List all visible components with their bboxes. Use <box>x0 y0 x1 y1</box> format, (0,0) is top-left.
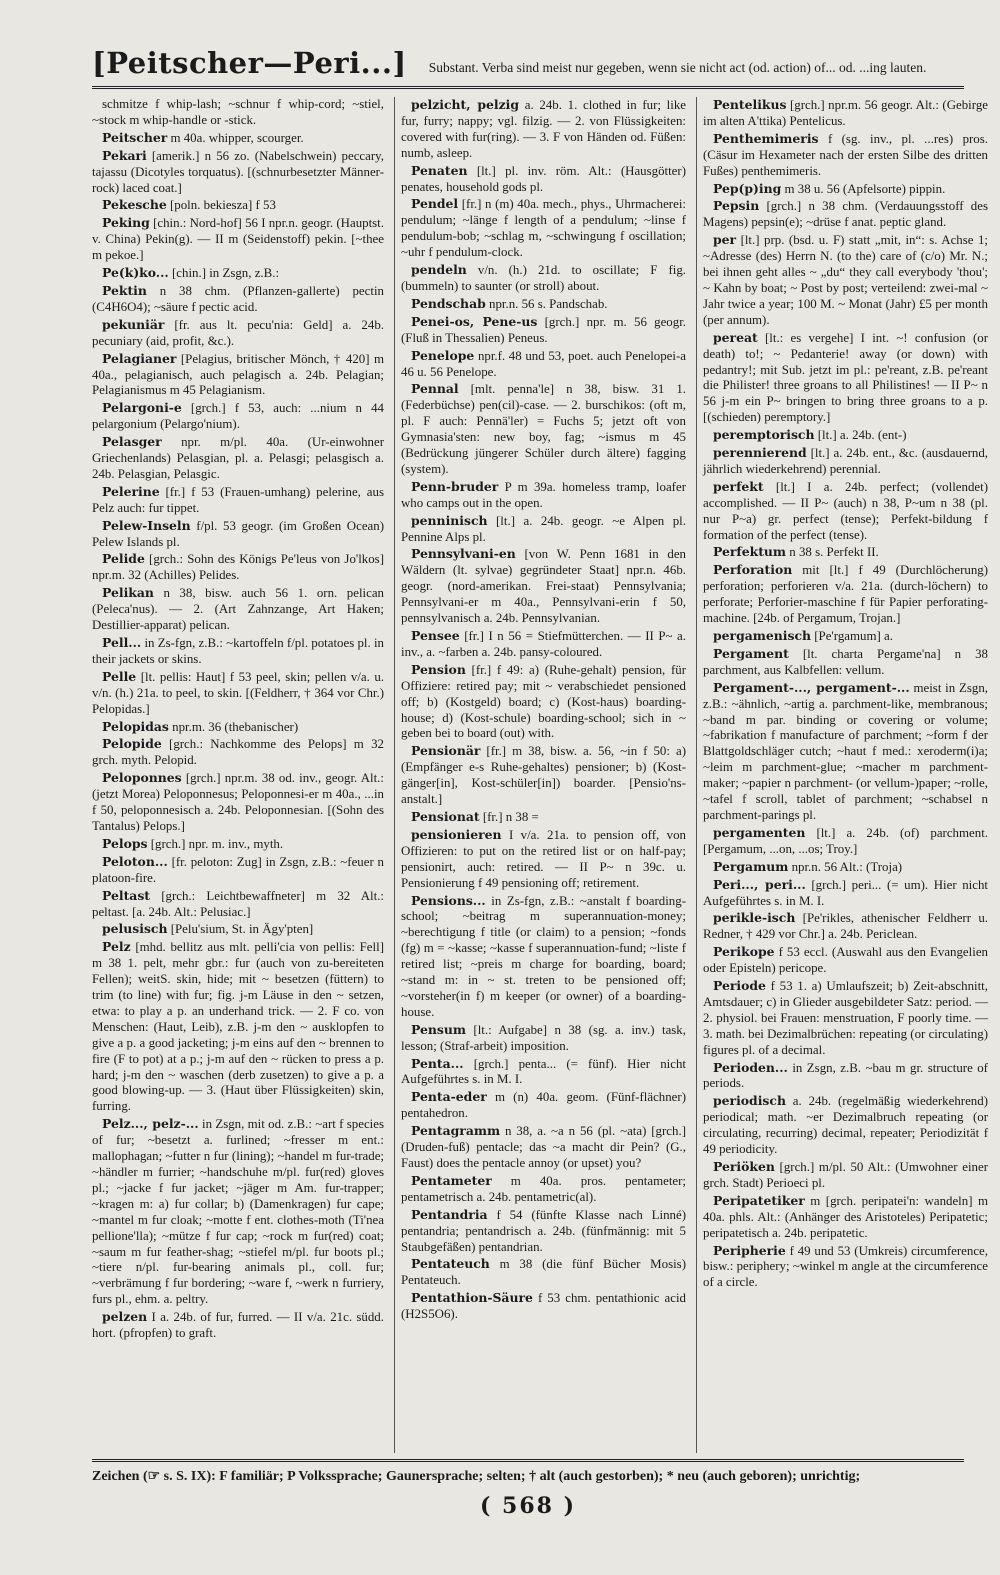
entry-headword: Pelz..., pelz-... <box>102 1116 199 1132</box>
entry-headword: Pergamum <box>713 858 789 874</box>
columns <box>92 97 988 1453</box>
entry-text: in Zs-fgn, z.B.: ~anstalt f boarding-school; ~beitrag m superannuation-money; ~berechtigung f title (or claim) to a pension; ~fonds (fg) m = ~kasse; ~kasse f superannuation-fund; ~liste f retired list; ~preis m charge for boarding, board; ~stand m: in ~ st. treten to be pensioned off; ~vorsteher(in f) m keeper (or owner) of a boarding-house. <box>401 893 686 1019</box>
entry-text: v/n. (h.) 21d. to oscillate; F fig. (bummeln) to saunter (or stroll) about. <box>401 263 686 293</box>
entry-headword: Peltast <box>102 887 151 903</box>
entry-text: [Pe'rikles, athenischer Feldherr u. Redner, † 429 vor Chr.] a. 24b. Periclean. <box>703 911 988 942</box>
dictionary-entry <box>401 809 686 826</box>
dictionary-entry <box>703 427 988 444</box>
entry-headword: Pendel <box>411 196 459 212</box>
entry-headword: Peloton... <box>102 853 168 869</box>
entry-text: a. 24b. 1. clothed in fur; like fur, furry; nappy; vgl. filzig. — 2. von Flüssigkeiten: covered with fur(ring). — 3. F von Händen od. Füßen: numb, asleep. <box>401 98 687 160</box>
entry-text: a. 24b. (regelmäßig wiederkehrend) periodical; math. ~er Dezimalbruch repeating (or circulating, recurring) decimal, repeater; Periodizität f 49 periodicity. <box>703 1094 988 1157</box>
entry-headword: Penta-eder <box>411 1089 487 1105</box>
dictionary-entry <box>92 1309 384 1342</box>
entry-text: npr.n. 56 s. Pandschab. <box>489 296 608 311</box>
dictionary-entry <box>92 283 384 316</box>
entry-headword: Pelargoni-e <box>102 400 182 416</box>
entry-text: schmitze f whip-lash; ~schnur f whip-cord; ~stiel, ~stock m whip-handle or -stick. <box>92 97 384 127</box>
entry-headword: Periöken <box>713 1159 775 1174</box>
entry-text: [lt.] a. 24b. (ent-) <box>817 428 907 443</box>
entry-headword: Pelopidas <box>102 718 169 734</box>
entry-headword: pergamenisch <box>713 628 812 643</box>
entry-headword: Pensionär <box>411 743 481 759</box>
entry-text: f/pl. 53 geogr. (im Großen Ocean) Pelew Islands pl. <box>92 518 384 549</box>
dictionary-entry <box>703 562 988 627</box>
dictionary-entry <box>401 827 686 892</box>
entry-headword: peremptorisch <box>713 427 815 443</box>
entry-text: npr. m/pl. 40a. (Ur-einwohner Griechenlands) Pelasgian, pl. a. Pelasgi; pelasgisch a. 24b. Pelasgian, Pelasgic. <box>92 435 384 481</box>
entry-text: [grch.] npr. m. 56 geogr. (Fluß in Thessalien) Peneus. <box>401 314 686 345</box>
dictionary-entry <box>401 296 686 313</box>
entry-headword: Periode <box>713 978 766 994</box>
entry-headword: Peri..., peri... <box>713 876 806 892</box>
entry-text: m (n) 40a. geom. (Fünf-flächner) pentahedron. <box>401 1090 686 1121</box>
entry-headword: perennierend <box>713 445 807 461</box>
entry-text: [lt.: es vergehe] I int. ~! confusion (or death) to!; ~ Pedanterie! away (or down) with pedantry!; mit Sub. jetzt im pl.: pe'reant, z.B. pe'reant die Philister! three groans to all Philistines! — II P~ n 56 j-m ein P~ bringen to bring three groans to a p. [(schieden) peremptory.] <box>703 330 988 425</box>
dictionary-entry <box>92 921 384 938</box>
entry-headword: pelusisch <box>102 921 168 937</box>
dictionary-entry <box>92 551 384 584</box>
dictionary-entry <box>401 893 686 1021</box>
dictionary-entry <box>401 381 686 477</box>
entry-text: [grch.] n 38 chm. (Verdauungsstoff des Magens) pepsin(e); ~drüse f anat. peptic gland. <box>703 199 988 230</box>
entry-text: f 53 1. a) Umlaufszeit; b) Zeit-abschnitt, Amtsdauer; c) in Glieder ausgebildeter Satz: period. — 2. physiol. bei Frauen: menstruation, F poorly time. — 3. math. bei Dezimalbrüchen: repeating (or circulating) figures pl. of a decimal. <box>703 979 988 1057</box>
dictionary-entry <box>703 1159 988 1192</box>
entry-text: [amerik.] n 56 zo. (Nabelschwein) peccary, tajassu (Dicotyles torquatus). [(schnurbesetzter Männer-rock) laced coat.] <box>92 148 384 195</box>
dictionary-entry <box>703 680 988 824</box>
dictionary-entry <box>401 628 686 661</box>
column-1 <box>92 97 384 1453</box>
entry-headword: Perioden... <box>713 1059 788 1075</box>
entry-text: [grch.] npr. m. inv., myth. <box>150 836 284 851</box>
entry-headword: Penei-os, Pene-us <box>411 313 538 329</box>
entry-text: [Pelagius, britischer Mönch, † 420] m 40a., pelagianisch, auch pelagisch a. 24b. Pelagian; Pelagianismus m 45 Pelagianism. <box>92 351 384 398</box>
entry-headword: Penaten <box>411 162 468 178</box>
entry-headword: Pelops <box>102 835 148 851</box>
running-head: [Peitscher—Peri...] <box>92 46 407 80</box>
dictionary-entry <box>703 1093 988 1158</box>
entry-text: [mhd. bellitz aus mlt. pelli'cia von pellis: Fell] m 38 1. pelt, mehr gbr.: fur (auch von zu-bereiteten Fellen); weitS. skin, hide; mit ~ besetzen (füttern) to trim (to line) with fur; fig. j-m Läuse in den ~ setzen, etwa: to play a p. an underhand trick. — 2. F co. von Menschen: (Haut, Leib), z.B. j-m den ~ ausklopfen to give a p. a good jacketing; j-m eins auf den ~ brennen to fire (F to pot) at a p.; j-m auf den ~ rücken to press a p. hard; j-m den ~ waschen (derb zusetzen) to give a p. a good blowing-up. — 3. (Haut über Flüssigkeiten) skin, furring. <box>92 940 384 1114</box>
entry-text: m 40a. pros. pentameter; pentametrisch a. 24b. pentametric(al). <box>401 1173 686 1204</box>
entry-headword: Pelikan <box>102 585 154 601</box>
entry-text: [grch.] m/pl. 50 Alt.: (Umwohner einer grch. Stadt) Perioeci pl. <box>703 1160 988 1190</box>
entry-headword: Pelide <box>102 551 145 567</box>
entry-text: I v/a. 21a. to pension off, von Offizieren: to put on the retired list or on half-pay; pensionirt, auch: retired. — II P~ n 39c. u. Pensionierung f 49 pensioning off; retirement. <box>401 827 686 890</box>
entry-headword: pendeln <box>411 262 467 278</box>
entry-headword: Penthemimeris <box>713 130 819 146</box>
dictionary-entry <box>92 635 384 668</box>
entry-text: n 38, bisw. auch 56 1. orn. pelican (Peleca'nus). — 2. (Art Zahnzange, Art Haken; Destillier-apparat) pelican. <box>92 586 384 633</box>
dictionary-entry <box>401 479 686 512</box>
dictionary-entry <box>401 743 686 808</box>
dictionary-entry <box>401 262 686 295</box>
entry-text: [chin.] in Zsgn, z.B.: <box>172 266 280 281</box>
entry-headword: Pergament-..., pergament-... <box>713 679 910 695</box>
dictionary-entry <box>703 859 988 876</box>
entry-headword: Pelerine <box>102 483 160 499</box>
entry-headword: Pelew-Inseln <box>102 517 191 533</box>
dictionary-entry <box>92 130 384 147</box>
dictionary-entry <box>92 770 384 835</box>
dictionary-entry <box>703 628 988 645</box>
entry-headword: Pelle <box>102 668 137 684</box>
entry-headword: Pergament <box>713 645 789 661</box>
column-3 <box>696 97 988 1453</box>
entry-headword: Peitscher <box>102 129 168 145</box>
entry-text: npr.n. 56 Alt.: (Troja) <box>791 859 903 874</box>
entry-headword: Pelz <box>102 939 131 955</box>
dictionary-entry <box>92 400 384 433</box>
entry-headword: Perfektum <box>713 544 787 560</box>
dictionary-entry <box>401 513 686 546</box>
entry-headword: Peripherie <box>713 1242 786 1258</box>
dictionary-entry <box>401 196 686 261</box>
dictionary-entry <box>703 131 988 180</box>
entry-text: [fr.] f 49: a) (Ruhe-gehalt) pension, für Offiziere: retired pay; mit ~ verabschiedet pensioned off; b) (Kostgeld) board; c) (Kost-haus) boarding-house; d) (Kost-schule) boarding-school; sich in ~ geben bei to board (out) with. <box>401 662 686 741</box>
entry-headword: Perikope <box>713 944 775 960</box>
entry-text: [lt.] I a. 24b. perfect; (vollendet) accomplished. — II P~ (auch) n 38, P~um n 38 (pl. nur P~a) gr. perfect (tense); Perfekt-bildung f formation of the perfect (tense). <box>703 479 988 542</box>
dictionary-entry <box>703 445 988 478</box>
entry-text: meist in Zsgn, z.B.: ~ähnlich, ~artig a. parchment-like, membranous; ~band m par. binding or covering or volume; ~fabrikation f manufacture of parchment; ~form f der Blattgoldschläger cutch; ~haut f med.: xeroderm(i)a; ~leim m parchment-glue; ~macher m parchment-maker; ~papier n parchment- (or vellum-)paper; ~rolle, ~tafel f scroll, tablet of parchment; ~schabsel n parchment-parings pl. <box>703 680 988 822</box>
dictionary-entry <box>92 836 384 853</box>
entry-text: m 38 u. 56 (Apfelsorte) pippin. <box>784 181 946 196</box>
dictionary-entry <box>703 1193 988 1242</box>
dictionary-entry <box>401 314 686 347</box>
entry-text: [lt.] prp. (bsd. u. F) statt „mit, in“: s. Achse 1; ~Adresse (des) Herrn N. (to the) care of (c/o) Mr. N.; bei ihnen geht alles ~ „du“ they call everybody 'thou'; ~ Kahn by boat; ~ Post by post; verteilend: zwei-mal ~ Jahr twice a year; 100 M. ~ Monat (Jahr) £5 per month (per annum). <box>703 233 988 327</box>
entry-headword: Pelagianer <box>102 350 177 366</box>
entry-text: in Zs-fgn, z.B.: ~kartoffeln f/pl. potatoes pl. in their jackets or skins. <box>92 636 384 666</box>
dictionary-entry <box>92 484 384 517</box>
dictionary-entry <box>703 181 988 198</box>
dictionary-entry <box>703 330 988 426</box>
dictionary-entry <box>92 939 384 1115</box>
entry-headword: pekuniär <box>102 316 165 332</box>
dictionary-entry <box>703 877 988 910</box>
entry-text: f 53 eccl. (Auswahl aus den Evangelien oder Episteln) pericope. <box>703 945 988 976</box>
entry-text: m 38 (die fünf Bücher Mosis) Pentateuch. <box>401 1257 686 1288</box>
entry-text: P m 39a. homeless tramp, loafer who camps out in the open. <box>401 479 686 510</box>
entry-text: mit [lt.] f 49 (Durchlöcherung) perforation; perforieren v/a. 21a. (durch-löchern) to perforate; Perforier-maschine f für Papier perforating-machine. [24b. of Pergamum, Trojan.] <box>703 563 988 626</box>
dictionary-entry <box>703 198 988 231</box>
entry-headword: pelzicht, pelzig <box>411 97 520 112</box>
dictionary-entry <box>401 662 686 743</box>
dictionary-entry <box>703 825 988 858</box>
entry-text: [lt.: Aufgabe] n 38 (sg. a. inv.) task, lesson; (Straf-arbeit) imposition. <box>401 1022 686 1053</box>
dictionary-entry <box>92 351 384 400</box>
dictionary-entry <box>401 1123 686 1172</box>
entry-text: [mlt. penna'le] n 38, bisw. 31 1. (Federbüchse) pen(cil)-case. — 2. burschikos: (oft m, pl. F auch: Pennä'ler) = Fuchs 5; jetzt oft von Gymnasia'sten: new boy, fag; ~ismus m 45 (Bedrückung jüngerer Schüler durch ältere) fagging (system). <box>401 382 686 476</box>
entry-text: [lt.] a. 24b. ent., &c. (ausdauernd, jährlich wiederkehrend) perennial. <box>703 446 988 476</box>
entry-headword: pereat <box>713 329 758 345</box>
entry-text: f 53 chm. pentathionic acid (H2S5O6). <box>401 1291 686 1322</box>
entry-headword: Pekesche <box>102 197 167 213</box>
entry-text: [lt.] a. 24b. (of) parchment. [Pergamum, ...on, ...os; Troy.] <box>703 825 988 856</box>
entry-headword: Pension <box>411 661 466 677</box>
dictionary-entry <box>703 646 988 679</box>
dictionary-entry <box>92 317 384 350</box>
entry-headword: Pennal <box>411 381 459 397</box>
entry-text: [grch.] penta... (= fünf). Hier nicht Aufgeführtes s. in M. I. <box>401 1056 686 1087</box>
entry-text: [grch.] npr.m. 56 geogr. Alt.: (Gebirge im alten A'ttika) Pentelicus. <box>703 98 988 128</box>
dictionary-entry <box>92 434 384 483</box>
entry-text: m 40a. whipper, scourger. <box>170 130 304 145</box>
entry-text: [lt.] pl. inv. röm. Alt.: (Hausgötter) penates, household gods pl. <box>401 163 686 194</box>
entry-text: [fr. aus lt. pecu'nia: Geld] a. 24b. pecuniary (aid, profit, &c.). <box>92 317 384 348</box>
entry-headword: Pentameter <box>411 1172 492 1188</box>
dictionary-entry <box>92 97 384 129</box>
entry-text: [Pe'rgamum] a. <box>814 629 893 643</box>
dictionary-entry <box>92 518 384 551</box>
entry-text: npr.m. 36 (thebanischer) <box>172 719 299 734</box>
dictionary-entry <box>703 978 988 1059</box>
entry-headword: Penta... <box>411 1055 464 1071</box>
entry-headword: Peking <box>102 215 150 231</box>
entry-text: [grch.: Leichtbewaffneter] m 32 Alt.: peltast. [a. 24b. Alt.: Pelusiac.] <box>92 888 385 919</box>
entry-headword: Pensions... <box>411 892 486 908</box>
entry-headword: Peloponnes <box>102 770 182 786</box>
entry-text: npr.f. 48 und 53, poet. auch Penelopei-a 46 u. 56 Penelope. <box>401 348 686 379</box>
dictionary-entry <box>401 1089 686 1122</box>
dictionary-entry <box>92 719 384 736</box>
entry-headword: Pep(p)ing <box>713 180 782 196</box>
page-number: ( 568 ) <box>479 1493 577 1519</box>
entry-headword: Pentateuch <box>411 1256 490 1272</box>
entry-text: [fr.] n (m) 40a. mech., phys., Uhrmacherei: pendulum; ~länge f length of a pendulum; ~linse f pendulum-bob; ~schlag m, ~schwingung f oscillation; ~uhr f pendulum-clock. <box>401 197 686 260</box>
entry-text: [von W. Penn 1681 in den Wäldern (lt. sylvae) gegründeter Staat] npr.n. 46b. geogr. (nord-amerikan. Frei-staat) Pennsylvania; Pennsylvani-er m 40a., Pennsylvani-erin f 50, pennsylvanisch a. 24b. Pennsylvanian. <box>401 547 686 626</box>
entry-text: [lt. charta Pergame'na] n 38 parchment, aus Kalbfellen: vellum. <box>703 646 988 677</box>
entry-headword: Pennsylvani-en <box>411 546 516 562</box>
entry-headword: periodisch <box>713 1093 786 1109</box>
entry-text: [grch.] npr.m. 38 od. inv., geogr. Alt.: (jetzt Morea) Peloponnesus; Peloponnesi-er m 40a., ...in f 50, peloponnesisch a. 24b. Peloponnesian. [(Sohn des Tantalus) Pelops.] <box>92 771 384 833</box>
entry-headword: Pektin <box>102 282 147 298</box>
dictionary-entry <box>703 910 988 943</box>
entry-headword: Peripatetiker <box>713 1192 805 1208</box>
dictionary-entry <box>401 1056 686 1089</box>
dictionary-entry <box>92 265 384 282</box>
entry-headword: pensionieren <box>411 826 502 842</box>
entry-headword: penninisch <box>411 512 488 528</box>
entry-text: in Zsgn, mit od. z.B.: ~art f species of fur; ~besetzt a. furlined; ~fresser m ent.: mallophagan; ~futter n fur (lining); ~handel m fur-trade; ~händler m furrier; ~handschuhe m/pl. fur(red) gloves pl.; ~jacke f fur jacket; ~jäger m Am. fur-trapper; ~kragen m: a) fur collar; b) (Damenkragen) fur cape; ~mantel m fur cloak; ~motte f ent. clothes-moth (Ti'nea pellione'lla); ~mütze f fur cap; ~rock m fur(red) coat; ~saum m fur feather-shag; ~stiefel m/pl. fur boots pl.; ~tiere n/pl. fur-bearing animals pl., coll. fur; ~verbrämung f fur bordering; ~ware f, ~werk n furriery, furs pl., ehm. a. peltry. <box>92 1117 384 1307</box>
entry-text: [grch.] f 53, auch: ...nium n 44 pelargonium (Pelargo'nium). <box>92 401 384 432</box>
column-2 <box>394 97 686 1453</box>
entry-headword: Pe(k)ko... <box>102 265 169 281</box>
entry-text: I a. 24b. of fur, furred. — II v/a. 21c. südd. hort. (pfropfen) to graft. <box>92 1310 384 1341</box>
entry-headword: Pelopide <box>102 736 162 752</box>
dictionary-entry <box>703 479 988 544</box>
dictionary-entry <box>401 546 686 627</box>
entry-text: [grch.] peri... (= um). Hier nicht Aufgeführtes s. in M. I. <box>703 877 988 908</box>
entry-headword: Pekari <box>102 147 147 163</box>
entry-text: [fr. peloton: Zug] in Zsgn, z.B.: ~feuer n platoon-fire. <box>92 854 384 885</box>
entry-text: n 38, a. ~a n 56 (pl. ~ata) [grch.] (Druden-fuß) pentacle; das ~a macht dir Pein? (G., Faust) does the pentacle annoy (or upset) you? <box>401 1124 686 1170</box>
dictionary-entry <box>703 1060 988 1093</box>
dictionary-entry <box>401 1022 686 1055</box>
entry-text: [chin.: Nord-hof] 56 I npr.n. geogr. (Hauptst. v. China) Pekin(g). — II m (Seidenstoff) pekin. [~thee m pekoe.] <box>92 216 384 263</box>
dictionary-entry <box>401 1290 686 1323</box>
dictionary-entry <box>703 1243 988 1292</box>
dictionary-entry <box>92 888 384 921</box>
entry-headword: Perforation <box>713 562 793 578</box>
entry-headword: Pelasger <box>102 434 162 450</box>
entry-headword: pergamenten <box>713 824 806 840</box>
entry-headword: Pepsin <box>713 198 760 214</box>
dictionary-entry <box>401 1173 686 1206</box>
dictionary-entry <box>92 854 384 887</box>
entry-text: n 38 chm. (Pflanzen-gallerte) pectin (C4H6O4); ~säure f pectic acid. <box>92 283 384 314</box>
entry-text: f (sg. inv., pl. ...res) pros. (Cäsur im Hexameter nach der ersten Silbe des dritten Fußes) penthemimeris. <box>703 131 988 178</box>
dictionary-entry <box>92 1116 384 1308</box>
entry-headword: Pentagramm <box>411 1123 501 1139</box>
dictionary-entry <box>92 148 384 197</box>
entry-text: in Zsgn, z.B. ~bau m gr. structure of periods. <box>703 1060 988 1091</box>
entry-text: [lt. pellis: Haut] f 53 peel, skin; pellen v/a. u. v/n. (h.) 21a. to peel, to skin. [(Feldherr, † 364 vor Chr.) Pelopidas.] <box>92 669 384 716</box>
entry-text: [fr.] m 38, bisw. a. 56, ~in f 50: a) (Empfänger e-s Ruhe-gehaltes) pensioner; b) (Kost-gänger[in], Kost-schüler[in]) boarder. [Pensio'ns-anstalt.] <box>401 744 686 807</box>
dictionary-entry <box>92 585 384 634</box>
entry-headword: Pensionat <box>411 808 480 824</box>
entry-headword: pelzen <box>102 1309 148 1325</box>
entry-text: [grch.: Sohn des Königs Pe'leus von Jo'lkos] npr.m. 32 (Achilles) Pelides. <box>92 552 384 583</box>
entry-text: m [grch. peripatei'n: wandeln] m 40a. phls. Alt.: (Anhänger des Aristoteles) Peripatetic; peripatetisch a. 24b. peripatetic. <box>703 1193 988 1240</box>
entry-text: [fr.] f 53 (Frauen-umhang) pelerine, aus Pelz auch: fur tippet. <box>92 484 384 515</box>
dictionary-entry <box>703 544 988 561</box>
entry-headword: Pendschab <box>411 295 486 311</box>
entry-text: [grch.: Nachkomme des Pelops] m 32 grch. myth. Pelopid. <box>92 737 384 768</box>
entry-text: [fr.] n 38 = <box>482 809 539 824</box>
header-note: Substant. Verba sind meist nur gegeben, wenn sie nicht act (od. action) of... od. ...ing lauten. <box>428 60 927 75</box>
entry-headword: Penn-bruder <box>411 478 499 494</box>
entry-headword: perfekt <box>713 478 764 494</box>
entry-headword: Pentelikus <box>713 97 787 112</box>
entry-text: [Pelu'sium, St. in Ägy'pten] <box>170 922 314 937</box>
entry-headword: Pensee <box>411 628 460 643</box>
dictionary-entry <box>401 348 686 381</box>
entry-text: [lt.] a. 24b. geogr. ~e Alpen pl. Pennine Alps pl. <box>401 513 686 544</box>
dictionary-entry <box>703 232 988 328</box>
dictionary-entry <box>92 736 384 769</box>
dictionary-entry <box>401 163 686 196</box>
dictionary-entry <box>92 215 384 264</box>
entry-headword: Pentandria <box>411 1206 488 1222</box>
entry-headword: Pentathion-Säure <box>411 1290 533 1306</box>
entry-headword: Pensum <box>411 1021 466 1037</box>
dictionary-entry <box>401 97 686 162</box>
dictionary-entry <box>401 1207 686 1256</box>
dictionary-entry <box>703 97 988 130</box>
entry-headword: perikle-isch <box>713 910 796 926</box>
entry-text: f 49 und 53 (Umkreis) circumference, bisw.: periphery; ~winkel m angle at the circumference of a circle. <box>703 1243 988 1290</box>
entry-text: n 38 s. Perfekt II. <box>789 545 879 560</box>
dictionary-entry <box>401 1256 686 1289</box>
entry-text: f 54 (fünfte Klasse nach Linné) pentandria; pentandrisch a. 24b. (fünfmännig: mit 5 Staubgefäßen) pentandrian. <box>401 1207 686 1254</box>
dictionary-entry <box>92 197 384 214</box>
entry-text: [fr.] I n 56 = Stiefmütterchen. — II P~ a. inv., a. ~farben a. 24b. pansy-coloured. <box>401 629 686 659</box>
entry-headword: Pell... <box>102 635 142 650</box>
entry-text: [poln. bekiesza] f 53 <box>169 198 276 213</box>
abbreviation-legend: Zeichen (☞ s. S. IX): F familiär; P Volkssprache; Gaunersprache; selten; † alt (auch gestorben); * neu (auch geboren); unrichtig; <box>92 1469 861 1484</box>
dictionary-entry <box>92 669 384 718</box>
entry-headword: Penelope <box>411 347 475 363</box>
entry-headword: per <box>713 232 737 248</box>
dictionary-entry <box>703 944 988 977</box>
page-header <box>92 28 964 89</box>
